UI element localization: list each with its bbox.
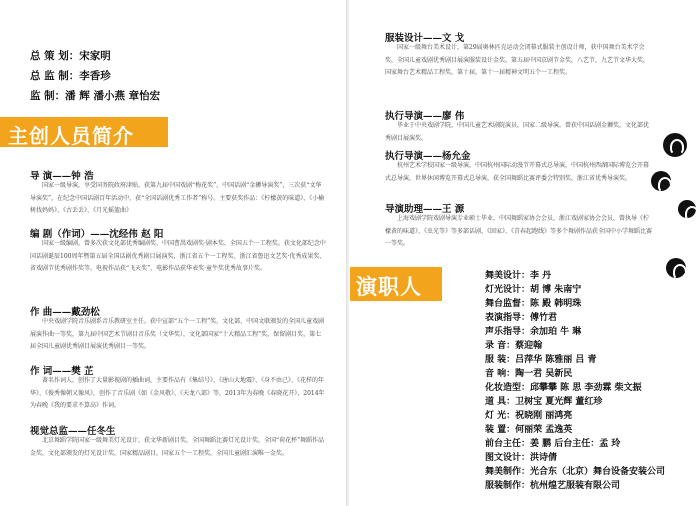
- role-lyricist: 作 词——樊 芷: [30, 366, 94, 377]
- staff-line: 表演指导：傅竹君: [485, 313, 558, 323]
- cast-crew-banner: [350, 267, 442, 329]
- role-executive-director-1: 执行导演——廖 伟: [385, 111, 465, 122]
- bio-assistant-director: 上海戏剧学院戏剧导演专业硕士毕业，中国舞蹈家协会会员，浙江戏剧家协会会员，曾执导《柠檬黄的味道》、《虫光等》等多部话剧、《回家》、《青春起跑线》等多个舞剧作品获全国中小学舞蹈比赛一等奖。: [385, 215, 653, 247]
- staff-line: 舞台监督：陈 殿 韩明珠: [485, 299, 582, 309]
- bio-director: 国家一级导演，享受国务院政府津贴，获第九届中国戏剧“梅花奖”，中国话剧“金狮导演奖”，三次获“文华导演奖”，在纪念中国话剧百年活动中，获“全国话剧优秀工作者”称号。主要获奖作品：《柠檬黄的味道》、《小榆树找妈妈》、《古丢丢》、《月光摇篮曲》: [30, 182, 325, 214]
- cast-crew-title: 演职人员: [356, 275, 422, 329]
- right-page: [350, 0, 700, 506]
- left-page: [0, 0, 346, 506]
- bio-executive-director-2: 杭州艺术学校国家一级导演，中国杭州国际动漫节开幕式总导演，中国杭州西湖国际博览会开幕式总导演，世界休闲博览开幕式总导演，获全国舞蹈比赛评委会特别奖，浙江省优秀导演奖。: [385, 162, 650, 182]
- bio-visual-director: 北京舞蹈学院国家一级舞美灯光设计，获文华新剧目奖，全国舞蹈比赛灯光设计奖，全国“荷花杯”舞蹈作品金奖，文化部颁发的灯光设计奖，国家精品剧目，国家五个一工程奖，全国儿童剧汇演唯一金奖。: [30, 437, 325, 457]
- role-assistant-director: 导演助理——王 源: [385, 204, 465, 215]
- staff-line: 化妆造型：邱攀攀 陈 思 李劲霖 柴文振: [485, 383, 642, 393]
- staff-line: 服 装：吕萍华 陈雅丽 吕 青: [485, 355, 597, 365]
- staff-line: 灯光设计：胡 博 朱南宁: [485, 285, 582, 295]
- staff-line: 装 置：何丽荣 孟逸英: [485, 425, 573, 435]
- role-playwright: 编 剧（作词）——沈经伟 赵 阳: [30, 229, 164, 240]
- role-composer: 作 曲——戴劲松: [30, 307, 100, 318]
- bio-executive-director-1: 毕业于中央戏剧学院，中国儿童艺术剧院演员，国家二级导演。曾获中国话剧金狮奖，文化部优秀剧目展演奖。: [385, 122, 650, 142]
- mask-emblem-icon: [651, 171, 671, 191]
- staff-line: 图文设计：洪诗倩: [485, 453, 558, 463]
- role-director: 导 演——钟 浩: [30, 171, 94, 182]
- mask-emblem-icon: [663, 133, 687, 157]
- creative-team-banner: [0, 117, 168, 147]
- staff-line: 舞美设计：李 丹: [485, 271, 552, 281]
- credit-chief-planner: 总 策 划：宋家明: [30, 50, 111, 62]
- credit-producers: 监 制：潘 辉 潘小燕 章怡宏: [30, 90, 161, 102]
- role-visual-director: 视觉总监——任冬生: [30, 426, 116, 437]
- bio-playwright: 国家一级编剧，曾多次获文化部优秀编剧奖、中国曹禺戏剧奖·剧本奖、全国五个一工程奖。获文化部纪念中国话剧诞辰100周年暨第五届全国话剧优秀剧目展演奖，浙江省五个一工程奖、浙江省鲁迅文艺奖·优秀成果奖、省戏剧节优秀剧作奖等。电视作品获“飞天奖”，电影作品获华表奖·童牛奖优秀故事片奖。: [30, 240, 326, 272]
- staff-line: 音 响：陶一君 吴新民: [485, 369, 573, 379]
- staff-line: 录 音：蔡迎翰: [485, 341, 543, 351]
- staff-line: 服装制作：杭州煌艺服装有限公司: [485, 481, 621, 491]
- staff-line: 舞美制作：光合东（北京）舞台设备安装公司: [485, 467, 666, 477]
- role-costume-design: 服装设计——文 戈: [385, 33, 465, 44]
- staff-line: 声乐指导：余加珀 牛 琳: [485, 327, 582, 337]
- mask-emblem-icon: [678, 200, 696, 218]
- role-executive-director-2: 执行导演——杨允金: [385, 151, 471, 162]
- staff-line: 道 具：卫树宝 夏光辉 董红珍: [485, 397, 603, 407]
- staff-line: 灯 光：祝晓刚 丽鸿亮: [485, 411, 573, 421]
- staff-line: 前台主任：姜 鹏 后台主任：孟 玲: [485, 439, 621, 449]
- credit-chief-producer: 总 监 制：李香珍: [30, 70, 111, 82]
- bio-lyricist: 著名作词人，创作了大量影视剧的插曲词，主要作品有《集结号》、《唐山大地震》、《身不由己》、《花样的年华》、《俊秀像朝又像风》，创作了音乐剧《如《金风敬》、《天龙八部》等，2013年为春晚《春晓花开》，2014年为春晚《我的要求不算高》作词。: [30, 377, 325, 409]
- mask-emblem-icon: [666, 258, 686, 278]
- bio-costume-design: 国家一级舞台美术设计，第29届奥林匹克运动会闭幕式服装主创设计师，获中国舞台美术学会奖，全国儿童戏剧优秀剧目展演服装设计金奖，第五届中国京剧节金奖，八艺节，九艺节文华大奖，国家舞台艺术精品工程奖，第十届，第十一届精神文明五个一工程奖。: [385, 44, 650, 76]
- creative-team-title: 主创人员简介: [8, 124, 134, 148]
- bio-composer: 中央戏剧学院音乐剧系音乐教研室主任。获中宣部“五个一工程”奖，文化部、中国文联颁发的全国儿童戏剧展演作曲一等奖，第九届中国艺术节剧目音乐奖（文华奖），文化部国家“十大精品工程”奖，保留剧目奖，第七届全国儿童剧优秀剧目展演优秀剧目一等奖。: [30, 318, 325, 350]
